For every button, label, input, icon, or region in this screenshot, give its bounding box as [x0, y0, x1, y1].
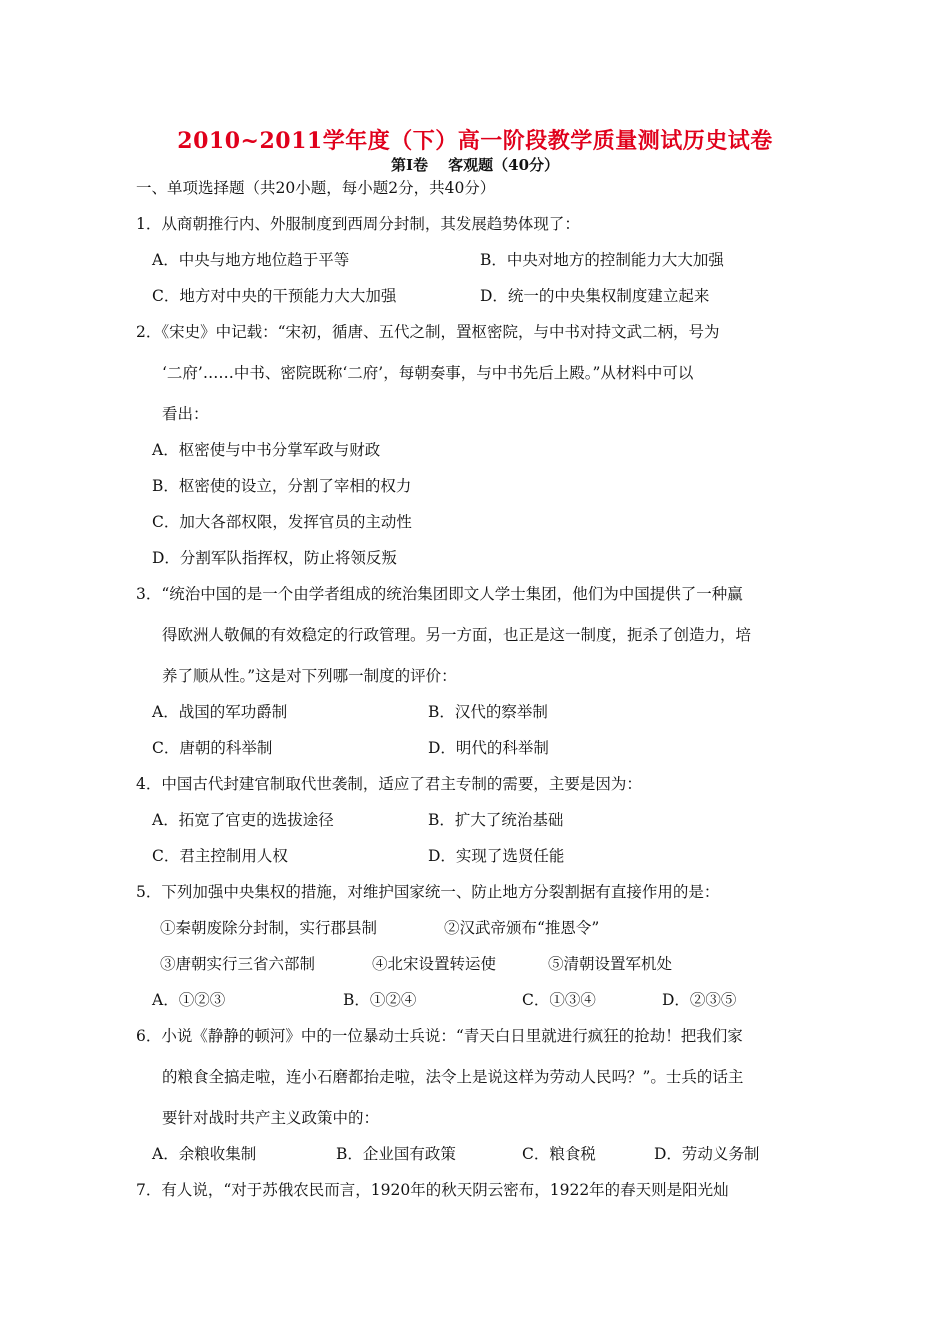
question-5-option-b: B．①②④ — [343, 991, 417, 1009]
question-5-option-a: A．①②③ — [152, 991, 226, 1009]
section-heading: 一、单项选择题（共20小题，每小题2分，共40分） — [136, 179, 496, 197]
question-1-option-b: B．中央对地方的控制能力大大加强 — [480, 251, 724, 269]
question-4-stem: 4．中国古代封建官制取代世袭制，适应了君主专制的需要，主要是因为： — [136, 775, 642, 793]
question-3-option-b: B．汉代的察举制 — [428, 703, 548, 721]
question-2-stem-line-3: 看出： — [162, 405, 209, 423]
question-3-stem-line-3: 养了顺从性。”这是对下列哪一制度的评价： — [162, 667, 457, 685]
question-3-option-d: D．明代的科举制 — [428, 739, 549, 757]
question-1-option-c: C．地方对中央的干预能力大大加强 — [152, 287, 397, 305]
question-6-option-c: C．粮食税 — [522, 1145, 596, 1163]
question-5-item-1: ①秦朝废除分封制，实行郡县制 — [160, 919, 378, 937]
question-5-item-5: ⑤清朝设置军机处 — [548, 955, 673, 973]
question-3-option-a: A．战国的军功爵制 — [152, 703, 288, 721]
question-5-option-c: C．①③④ — [522, 991, 596, 1009]
question-6-stem-line-1: 6．小说《静静的顿河》中的一位暴动士兵说：“青天白日里就进行疯狂的抢劫！把我们家 — [136, 1027, 743, 1045]
question-5-item-2: ②汉武帝颁布“推恩令” — [444, 919, 600, 937]
question-1-option-a: A．中央与地方地位趋于平等 — [152, 251, 350, 269]
question-5-item-3: ③唐朝实行三省六部制 — [160, 955, 316, 973]
question-4-option-d: D．实现了选贤任能 — [428, 847, 565, 865]
question-3-stem-line-2: 得欧洲人敬佩的有效稳定的行政管理。另一方面，也正是这一制度，扼杀了创造力，培 — [162, 626, 752, 644]
question-2-option-a: A．枢密使与中书分掌军政与财政 — [152, 441, 381, 459]
question-6-option-a: A．余粮收集制 — [152, 1145, 257, 1163]
question-1-option-d: D．统一的中央集权制度建立起来 — [480, 287, 710, 305]
question-6-option-b: B．企业国有政策 — [336, 1145, 456, 1163]
question-2-option-c: C．加大各部权限，发挥官员的主动性 — [152, 513, 412, 531]
question-6-option-d: D．劳动义务制 — [654, 1145, 760, 1163]
question-2-stem-line-2: ‘二府’……中书、密院既称‘二府’，每朝奏事，与中书先后上殿。”从材料中可以 — [162, 364, 694, 382]
question-3-stem-line-1: 3．“统治中国的是一个由学者组成的统治集团即文人学士集团，他们为中国提供了一种赢 — [136, 585, 743, 603]
question-4-option-c: C．君主控制用人权 — [152, 847, 288, 865]
question-2-stem-line-1: 2．《宋史》中记载：“宋初，循唐、五代之制，置枢密院，与中书对持文武二柄，号为 — [136, 323, 720, 341]
question-3-option-c: C．唐朝的科举制 — [152, 739, 273, 757]
question-6-stem-line-2: 的粮食全搞走啦，连小石磨都抬走啦，法令上是说这样为劳动人民吗？”。士兵的话主 — [162, 1068, 744, 1086]
question-6-stem-line-3: 要针对战时共产主义政策中的： — [162, 1109, 380, 1127]
question-4-option-b: B．扩大了统治基础 — [428, 811, 564, 829]
question-1-stem: 1．从商朝推行内、外服制度到西周分封制，其发展趋势体现了： — [136, 215, 580, 233]
question-5-item-4: ④北宋设置转运使 — [372, 955, 497, 973]
question-2-option-d: D．分割军队指挥权，防止将领反叛 — [152, 549, 397, 567]
question-7-stem-line-1: 7．有人说，“对于苏俄农民而言，1920年的秋天阴云密布，1922年的春天则是阳光灿 — [136, 1181, 729, 1199]
question-4-option-a: A．拓宽了官吏的选拔途径 — [152, 811, 334, 829]
question-5-option-d: D．②③⑤ — [662, 991, 737, 1009]
exam-title: 2010~2011学年度（下）高一阶段教学质量测试历史试卷 — [177, 128, 773, 154]
question-5-stem: 5．下列加强中央集权的措施，对维护国家统一、防止地方分裂割据有直接作用的是： — [136, 883, 720, 901]
exam-subtitle: 第Ⅰ卷 客观题（40分） — [390, 156, 560, 174]
question-2-option-b: B．枢密使的设立，分割了宰相的权力 — [152, 477, 412, 495]
